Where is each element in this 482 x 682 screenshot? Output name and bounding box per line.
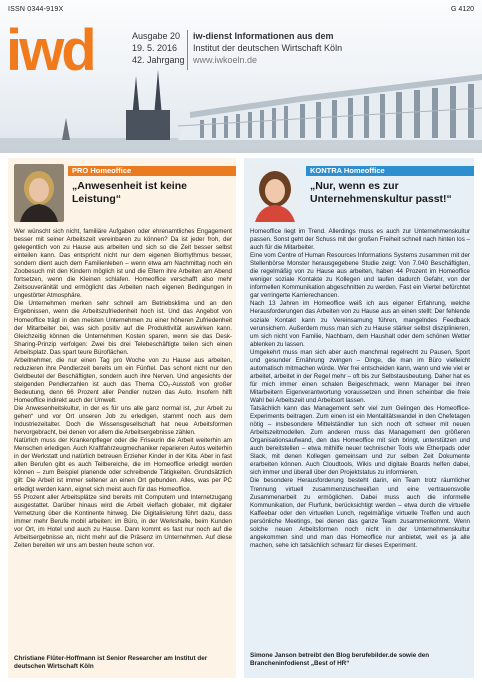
contra-paragraph: Umgekehrt muss man sich aber auch manchmal regelrecht zu Pausen, Sport und gesunder Ernährung zwingen – Dinge, die man im Büro vielleicht automatisch mitmachen würde. Wer frei entscheiden kann, wann und wie viel er arbeitet, arbeitet in der Regel mehr – oft bis zur Selbstausbeutung. Daher hat es für mich immer einen schalen Beigeschmack, wenn Manager bei ihren Mitarbeitern Eigenverantwortung voraussetzen und ihnen scheinbar die freie Wahl bei Arbeitszeit und Arbeitsort lassen. (250, 348, 470, 404)
issn-number: ISSN 0344-919X (8, 6, 64, 13)
header-separator (187, 30, 188, 70)
website-url: www.iwkoeln.de (193, 55, 258, 65)
pro-paragraph: Die Unternehmen merken sehr schnell am Betriebsklima und an den Ergebnissen, wenn die Arbeitszufriedenheit hoch ist. Und das Angebot von Homeoffice trägt in den meisten Unternehmen zu einer höheren Zufriedenheit der Mitarbeiter bei, was sich positiv auf die Produktivität auswirken kann. Gleichzeitig können die Unternehmen Kosten sparen, wenn sie das Desk-Sharing-Prinzip verfolgen: Zwei bis drei Telebeschäftigte teilen sich einen Arbeitsplatz. Das spart teure Büroflächen. (14, 300, 232, 356)
masthead (0, 0, 482, 150)
pro-column (8, 158, 236, 678)
pro-paragraph: Die Anwesenheitskultur, in der es für uns alle ganz normal ist, „zur Arbeit zu gehen“ und vor Ort unseren Job zu erledigen, stammt noch aus dem Industriezeitalter. Doch die Wissensgesellschaft hat neue Arbeitsformen hervorgebracht, bei denen vor allem die Arbeitsergebnisse zählen. (14, 405, 232, 437)
publisher-info (193, 30, 342, 66)
issue-number: Ausgabe 20 (132, 31, 181, 41)
pro-label: PRO Homeoffice (68, 166, 236, 176)
pro-paragraph: Wer wünscht sich nicht, familiäre Aufgaben oder ehrenamtliches Engagement besser mit seiner Arbeitszeit vereinbaren zu können? Da ist jeder froh, der gelegentlich von zu Hause aus arbeiten und sich so die Zeit besser selbst einteilen kann. Das entspricht nicht nur dem eigenen Biorhythmus besser, sondern dient auch dem Familienleben – wenn etwa am Nachmittag noch ein Zoobesuch mit den Kindern möglich ist und die Eltern ihre Arbeiten am Abend fortsetzen, wenn die Kleinen schlafen. Homeoffice verschafft also mehr Zeitsouveränität und ermöglicht das Arbeiten nach eigenen Bedingungen in ungestörter Atmosphäre. (14, 228, 232, 300)
contra-author-photo (250, 164, 300, 222)
issue-info (132, 30, 185, 66)
contra-paragraph: Tatsächlich kann das Management sehr viel zum Gelingen des Homeoffice-Experiments beitragen. Zum einen ist ein Mentalitätswandel in den Chefetagen nötig – insbesondere Mittelständler tun sich noch oft schwer mit neuen Arbeitszeitmodellen. Zum anderen muss das Management den größeren Organisationsaufwand, den das Homeoffice mit sich bringt, unterstützen und auch bereitstellen – etwa mithilfe neuer technischer Tools wie Etherpads oder Slack, mit denen Kollegen gemeinsam und zur selben Zeit Dokumente erarbeiten können. Auch Cloudtools, Wikis und digitale Boards helfen dabei, sich immer und überall über den Projektstatus zu informieren. (250, 405, 470, 477)
contra-paragraph: Eine vom Centre of Human Resources Informations Systems zusammen mit der Stellenbörse Monster herausgegebene Studie zeigt: Von 7.040 Beschäftigten, die regelmäßig von zu Hause aus arbeiten, haben 44 Prozent im Homeoffice weniger soziale Kontakte zu Kollegen und laufen dadurch Gefahr, von der informellen Kommunikation abgeschnitten zu werden. Fast ein Viertel befürchtet gar verringerte Karrierechancen. (250, 252, 470, 300)
pro-author-note: Christiane Flüter-Hoffmann ist Senior Researcher am Institut der deutschen Wirtschaft Köln (14, 655, 208, 670)
contra-paragraph: Homeoffice liegt im Trend. Allerdings muss es auch zur Unternehmenskultur passen. Sonst geht der Schuss mit der großen Freiheit schnell nach hinten los – auch für die Mitarbeiter. (250, 228, 470, 252)
contra-paragraph: Die besondere Herausforderung besteht darin, ein Team trotz räumlicher Trennung virtuell zusammenzuschweißen und eine vertrauensvolle Zusammenarbeit zu ermöglichen. Dabei muss auch die informelle Kommunikation, der Flurfunk, berücksichtigt werden – etwa durch die virtuelle Kaffeebar oder den virtuellen Lunch, regelmäßige virtuelle Treffen und auch persönliche Meetings, bei denen das ganze Team zusammenkommt. Wenn solche neuen Arbeitsformen noch nicht in der Unternehmenskultur angekommen sind und man das Homeoffice nur anbietet, weil es ja alle machen, sehe ich tatsächlich schwarz für dieses Experiment. (250, 477, 470, 549)
pro-paragraph: Arbeitnehmer, die nur einen Tag pro Woche von zu Hause aus arbeiten, reduzieren ihre Pendlerzeit bereits um ein Fünftel. Das schont nicht nur den Geldbeutel der Beschäftigten, sondern auch ihre Nerven. Und angesichts der steigenden Pendlerzahlen ist auch das Thema CO₂-Ausstoß von großer Bedeutung, denn 66 Prozent aller Pendler nutzen das Auto. Insofern hilft Homeoffice indirekt auch der Umwelt. (14, 356, 232, 404)
issue-year: 42. Jahrgang (132, 55, 185, 65)
contra-paragraph: Nach 13 Jahren im Homeoffice weiß ich aus eigener Erfahrung, welche Herausforderungen das Arbeiten von zu Hause aus an einen stellt: Der fehlende soziale Kontakt kann zu Vereinsamung führen, mangelndes Feedback verunsichern. Außerdem muss man sich zu Hause stärker selbst disziplinieren, um sich nicht von Familie, Nachbarn, dem Haushalt oder dem schönen Wetter ablenken zu lassen. (250, 300, 470, 348)
pro-author-photo (14, 164, 64, 222)
contra-column (244, 158, 474, 678)
contra-body (250, 228, 470, 646)
contra-headline: „Nur, wenn es zur Unternehmenskultur passt!“ (310, 180, 452, 205)
pro-body (14, 228, 232, 648)
publisher-line-2: Institut der deutschen Wirtschaft Köln (193, 43, 343, 53)
header-divider (0, 150, 482, 153)
issue-date: 19. 5. 2016 (132, 43, 178, 53)
g-number: G 4120 (451, 6, 474, 13)
publisher-line-1: iw-dienst Informationen aus dem (193, 31, 334, 41)
iwd-logo: iwd (6, 18, 94, 83)
contra-author-note: Simone Janson betreibt den Blog berufebilder.de sowie den Brancheninfodienst „Best of HR“ (250, 652, 430, 667)
pro-headline: „Anwesenheit ist keine Leistung“ (72, 180, 187, 205)
contra-label: KONTRA Homeoffice (306, 166, 474, 176)
pro-paragraph: Natürlich muss der Krankenpfleger oder die Friseurin die Arbeit weiterhin am Menschen erledigen. Auch Kraftfahrzeugmechaniker reparieren Autos weiterhin in der Werkstatt und natürlich betreuen Erzieher Kinder in der Kita. Aber in fast allen Berufen gibt es auch Teilbereiche, die im Homeoffice erledigt werden können – zum Beispiel planende oder schreibende Tätigkeiten. Grundsätzlich gilt: Die Arbeit ist immer seltener an einen Ort gebunden. Alles, was per PC erledigt werden kann, eignet sich meist auch für das Homeoffice. (14, 437, 232, 493)
pro-paragraph: 55 Prozent aller Arbeitsplätze sind bereits mit Computern und Internetzugang ausgestattet. Darüber hinaus wird die Arbeit vielfach globaler, mit digitaler Vernetzung über die Kontinente hinweg. Die Digitalisierung führt dazu, dass immer mehr Berufe mobil arbeiten: im Büro, in der Werkshalle, beim Kunden vor Ort, im Hotel und auch zu Hause. Dann kommt es fast nur noch auf die Arbeitsergebnisse an, nicht mehr auf die Präsenz im Unternehmen. Auf diese Zeiten bereiten wir uns am besten heute schon vor. (14, 493, 232, 549)
